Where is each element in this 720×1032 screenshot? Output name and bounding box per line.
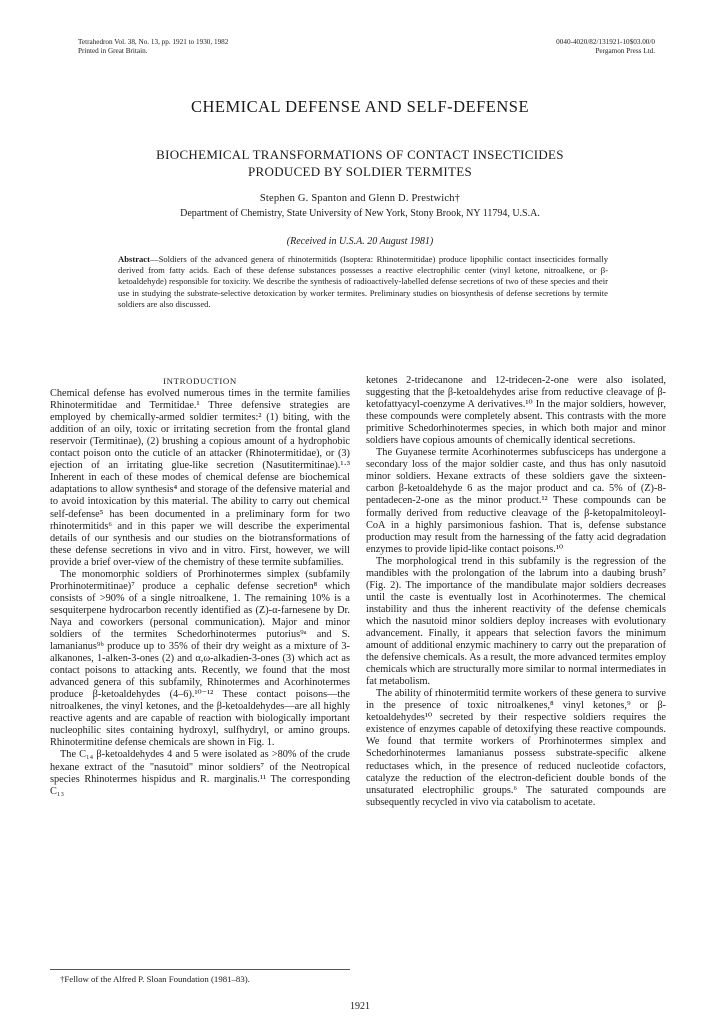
received-date: (Received in U.S.A. 20 August 1981): [286, 236, 434, 247]
article-main-title: CHEMICAL DEFENSE AND SELF-DEFENSE: [190, 97, 530, 116]
footnote: †Fellow of the Alfred P. Sloan Foundation (1981–83).: [60, 974, 250, 984]
body-paragraph: The morphological trend in this subfamily is the regression of the mandibles with the prolongation of the labrum into a daubing brush⁷ (Fig. 2). The importance of the mandibulate major soldiers decreases until the caste is eventually lost in Acorhinotermes. The chemical instability and thus the inherent reactivity of the defense chemicals which the nasutoid minor soldiers deploy increases with evolutionary advancement. Finally, it appears that selection favors the minimum amount of additional enzymic machinery to carry out the preparation of the defensive chemicals. As a result, the more advanced termites employ chemicals which are structurally more similar to normal intermediates in fat metabolism.: [366, 555, 666, 688]
journal-citation: Tetrahedron Vol. 38, No. 13, pp. 1921 to 1930, 1982: [78, 38, 229, 46]
left-column: [50, 375, 350, 798]
abstract-label: Abstract: [118, 254, 150, 264]
body-paragraph: The Guyanese termite Acorhinotermes subfusciceps has undergone a secondary loss of the major soldier caste, and thus has only nasutoid minor soldiers. Hexane extracts of these soldiers gave the sixteen-carbon β-ketoaldehyde 6 as the major product and ca. 5% of (Z)-8-pentadecen-2-one as the minor product.¹² These compounds can be formally derived from reductive cleavage of the β-ketopalmitoleoyl-CoA in a highly parsimonious fashion. That is, defense substance production may result from the harnessing of the fatty acid degradation enzymes to provide lipid-like contact poisons.¹⁰: [366, 447, 666, 555]
journal-header-right: [556, 38, 655, 56]
page-number: 1921: [350, 1001, 370, 1012]
printed-note: Printed in Great Britain.: [78, 47, 148, 55]
body-paragraph: Chemical defense has evolved numerous times in the termite families Rhinotermitidae and Termitidae.¹ Three defensive strategies are employed by chemically-armed soldier termites:² (1) biting, with the addition of an oily, toxic or irritating secretion from the frontal gland reservoir (Termitinae), (2) brushing a copious amount of a hydrophobic contact poison onto the cuticle of an attacker (Rhinotermitidae), or (3) ejection of an irritating glue-like secretion (Nasutitermitinae).¹·³ Inherent in each of these modes of chemical defense are biochemical adaptations to allow synthesis⁴ and storage of the defensive material and to avoid intoxication by this material. The ability to carry out chemical self-defense⁵ has been documented in a preliminary form for two rhinotermitids⁶ and in this paper we will describe the experimental details of our synthesis and our studies on the biotransformations of these defense secretions in vivo and in vitro. First, however, we will provide a brief over-view of the chemistry of these termite subfamilies.: [50, 388, 350, 568]
author-affiliation: Department of Chemistry, State University of New York, Stony Brook, NY 11794, U.S.A.: [180, 208, 540, 219]
journal-header-left: [78, 38, 228, 56]
body-paragraph: The monomorphic soldiers of Prorhinotermes simplex (subfamily Prorhinotermitinae)⁷ produce a cephalic defense secretion⁸ which consists of >90% of a single nitroalkene, 1. The remaining 10% is a sesquiterpene hydrocarbon recently identified as (Z)-α-farnesene by Dr. Naya and coworkers (personal communication). Major and minor soldiers of the termites Schedorhinotermes putorius⁹ᵃ and S. lamanianus⁹ᵇ produce up to 35% of their dry weight as a mixture of 3-alkanones, 1-alken-3-ones (2) and α,ω-alkadien-3-ones (3) which act as contact poisons to attacking ants. Recently, we found that the most advanced genera of this subfamily, Rhinotermes and Acorhinotermes produce β-ketoaldehydes (4–6).¹⁰⁻¹² These contact poisons—the nitroalkenes, the vinyl ketones, and the β-ketoaldehydes—are all highly reactive agents and are capable of reaction with biologically important nucleophilic sites containing hydroxyl, sulfhydryl, or amino groups. Rhinotermitine defense chemicals are shown in Fig. 1.: [50, 568, 350, 749]
issn-code: 0040-4020/82/131921-10$03.00/0: [556, 38, 655, 46]
footnote-divider: [50, 969, 350, 970]
subtitle-line-2: PRODUCED BY SOLDIER TERMITES: [248, 164, 472, 179]
right-column: [366, 375, 666, 809]
abstract-text: —Soldiers of the advanced genera of rhinotermitids (Isoptera: Rhinotermitidae) produce lipophilic contact insecticides formally derived from fatty acids. Each of these defense substances possesses a reactive electrophilic center (vinyl ketone, nitroalkene, or β-ketoaldehyde) responsible for toxicity. We describe the synthesis of radioactively-labelled defense secretions of two of these species and their use in studying the substrate-selective detoxication by worker termites. Preliminary studies on biosynthesis of defense secretions by termite soldiers are also discussed.: [118, 254, 608, 309]
subtitle-line-1: BIOCHEMICAL TRANSFORMATIONS OF CONTACT INSECTICIDES: [156, 147, 564, 162]
author-list: Stephen G. Spanton and Glenn D. Prestwich†: [259, 193, 461, 204]
body-paragraph: The ability of rhinotermitid termite workers of these genera to survive in the presence of toxic nitroalkenes,⁸ vinyl ketones,⁹ or β-ketoaldehydes¹⁰ secreted by their respective soldiers requires the existence of enzymes capable of detoxifying these reactive compounds. We found that termite workers of Prorhinotermes simplex and Schedorhinotermes lamanianus possess substrate-specific alkene reductases which, in the presence of reduced nucleotide cofactors, catalyze the reduction of the electron-deficient double bonds of the unsaturated electrophilic groups.⁶ The saturated compounds are subsequently recycled in vivo via catabolism to acetate.: [366, 688, 666, 808]
body-paragraph: ketones 2-tridecanone and 12-tridecen-2-one were also isolated, suggesting that the β-ketoaldehydes arise from reductive cleavage of β-ketofattyacyl-coenzyme A derivatives.¹⁰ In the major soldiers, however, these compounds were completely absent. This contrasts with the more primitive Schedorhinotermes species, in which both major and minor soldiers have copious amounts of chemically identical secretions.: [366, 375, 666, 447]
introduction-heading: INTRODUCTION: [163, 376, 237, 386]
publisher: Pergamon Press Ltd.: [595, 47, 655, 55]
article-subtitle: [120, 146, 600, 180]
body-paragraph: The C₁₄ β-ketoaldehydes 4 and 5 were isolated as >80% of the crude hexane extract of the "nasutoid" minor soldiers⁷ of the Neotropical species Rhinotermes hispidus and R. marginalis.¹¹ The corresponding C₁₃: [50, 749, 350, 797]
abstract: [118, 254, 608, 310]
